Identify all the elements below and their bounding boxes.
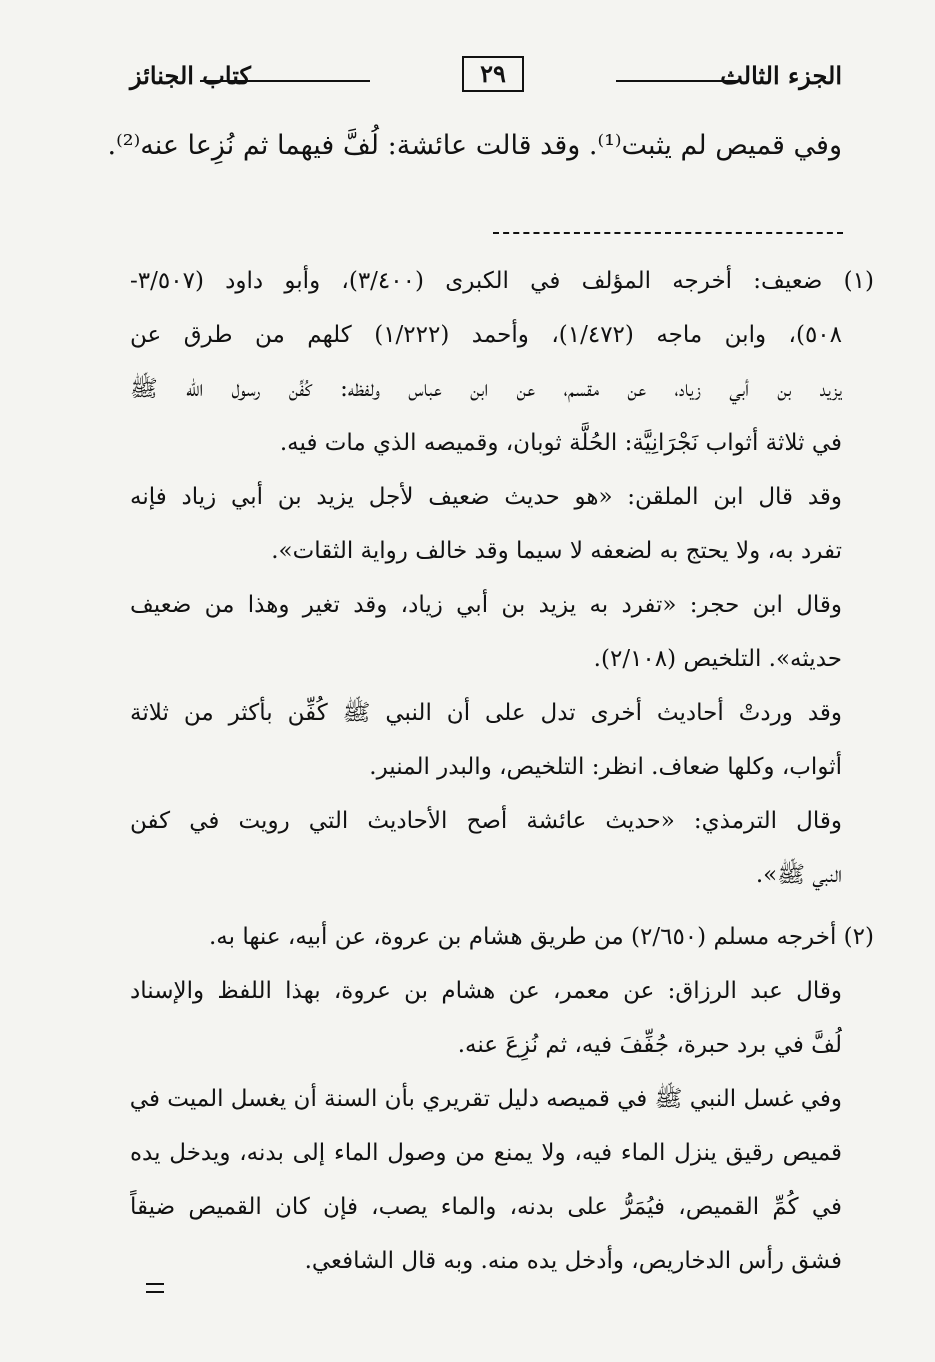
continuation-mark [146,1283,164,1293]
footnote-line: في ثلاثة أثواب نَجْرَانِيَّة: الحُلَّة ثوبان، وقميصه الذي مات فيه. [279,430,842,456]
footnote-2 [130,914,874,1292]
footnote-line: (١) ضعيف: أخرجه المؤلف في الكبرى (٣/٤٠٠)، وأبو داود (٣/٥٠٧- [130,268,874,294]
footnote-line: وقال ابن حجر: «تفرد به يزيد بن أبي زياد، وقد تغير وهذا من ضعيف [130,592,842,618]
header-rule-right [616,80,738,82]
footnote-line: لُفَّ في برد حبرة، جُفِّفَ فيه، ثم نُزِعَ عنه. [457,1032,842,1058]
book-title: كتاب الجنائز [130,61,251,90]
footnotes [130,258,874,1292]
volume-title: الجزء الثالث [720,61,842,90]
page-number: ٢٩ [462,56,524,92]
footnote-line: (٢) أخرجه مسلم (٢/٦٥٠) من طريق هشام بن عروة، عن أبيه، عنها به. [208,924,874,950]
footnote-line: حديثه». التلخيص (٢/١٠٨). [593,646,842,672]
footnote-line: قميص رقيق ينزل الماء فيه، ولا يمنع من وصول الماء إلى بدنه، ويدخل يده [130,1140,842,1166]
footnote-line: وقال عبد الرزاق: عن معمر، عن هشام بن عروة، بهذا اللفظ والإسناد [130,978,842,1004]
footnote-line: تفرد به، ولا يحتج به لضعفه لا سيما وقد خالف رواية الثقات». [271,538,842,564]
footnote-line: يزيد بن أبي زياد، عن مقسم، عن ابن عباس ولفظه: كُفِّن رسول الله ﷺ [130,376,842,402]
footnote-line: النبي ﷺ». [755,862,842,888]
footnote-line: فشق رأس الدخاريص، وأدخل يده منه. وبه قال الشافعي. [304,1248,842,1274]
main-text: وفي قميص لم يثبت⁽¹⁾. وقد قالت عائشة: لُفَّ فيهما ثم نُزِعا عنه⁽²⁾. [107,130,842,161]
footnote-line: وقد وردتْ أحاديث أخرى تدل على أن النبي ﷺ كُفِّن بأكثر من ثلاثة [130,700,842,726]
page-header [130,52,842,104]
footnote-line: وفي غسل النبي ﷺ في قميصه دليل تقريري بأن السنة أن يغسل الميت في [130,1086,842,1112]
footnote-separator [493,232,843,234]
footnote-line: أثواب، وكلها ضعاف. انظر: التلخيص، والبدر المنير. [369,754,842,780]
footnote-line: وقال الترمذي: «حديث عائشة أصح الأحاديث التي رويت في كفن [130,808,842,834]
footnote-line: في كُمِّ القميص، فيُمَرُّ على بدنه، والماء يصب، فإن كان القميص ضيقاً [130,1194,842,1220]
footnote-line: وقد قال ابن الملقن: «هو حديث ضعيف لأجل يزيد بن أبي زياد فإنه [130,484,842,510]
footnote-line: ٥٠٨)، وابن ماجه (١/٤٧٢)، وأحمد (١/٢٢٢) كلهم من طرق عن [130,322,842,348]
footnote-1 [130,258,874,906]
